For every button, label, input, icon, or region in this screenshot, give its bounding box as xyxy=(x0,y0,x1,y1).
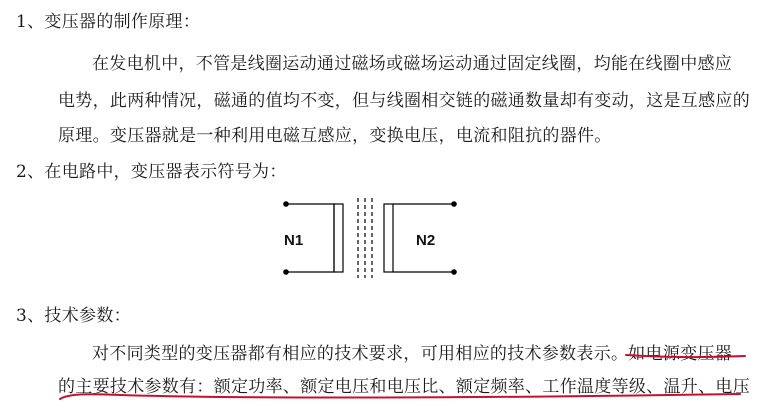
section-3-heading: 3、技术参数： xyxy=(16,306,131,326)
transformer-core xyxy=(358,198,372,278)
section-2-heading: 2、在电路中，变压器表示符号为： xyxy=(16,162,287,182)
section-1-paragraph-line-2: 电势，此两种情况，磁通的值均不变，但与线圈相交链的磁通数量却有变动，这是互感应的 xyxy=(58,91,750,111)
primary-label: N1 xyxy=(284,232,304,249)
section-1-paragraph-line-1: 在发电机中，不管是线圈运动通过磁场或磁场运动通过固定线圈，均能在线圈中感应 xyxy=(92,54,733,74)
secondary-label: N2 xyxy=(416,232,436,249)
section-1-heading: 1、变压器的制作原理： xyxy=(16,12,201,32)
section-3-paragraph-line-1: 对不同类型的变压器都有相应的技术要求，可用相应的技术参数表示。如电源变压器 xyxy=(92,344,733,364)
transformer-symbol-diagram xyxy=(270,188,470,288)
secondary-top-terminal xyxy=(451,201,457,207)
secondary-bottom-terminal xyxy=(451,269,457,275)
section-3-paragraph-line-2: 的主要技术参数有：额定功率、额定电压和电压比、额定频率、工作温度等级、温升、电压 xyxy=(58,377,750,397)
primary-coil xyxy=(334,204,343,272)
section-1-paragraph-line-3: 原理。变压器就是一种利用电磁互感应，变换电压，电流和阻抗的器件。 xyxy=(58,126,612,146)
secondary-coil xyxy=(384,204,393,272)
